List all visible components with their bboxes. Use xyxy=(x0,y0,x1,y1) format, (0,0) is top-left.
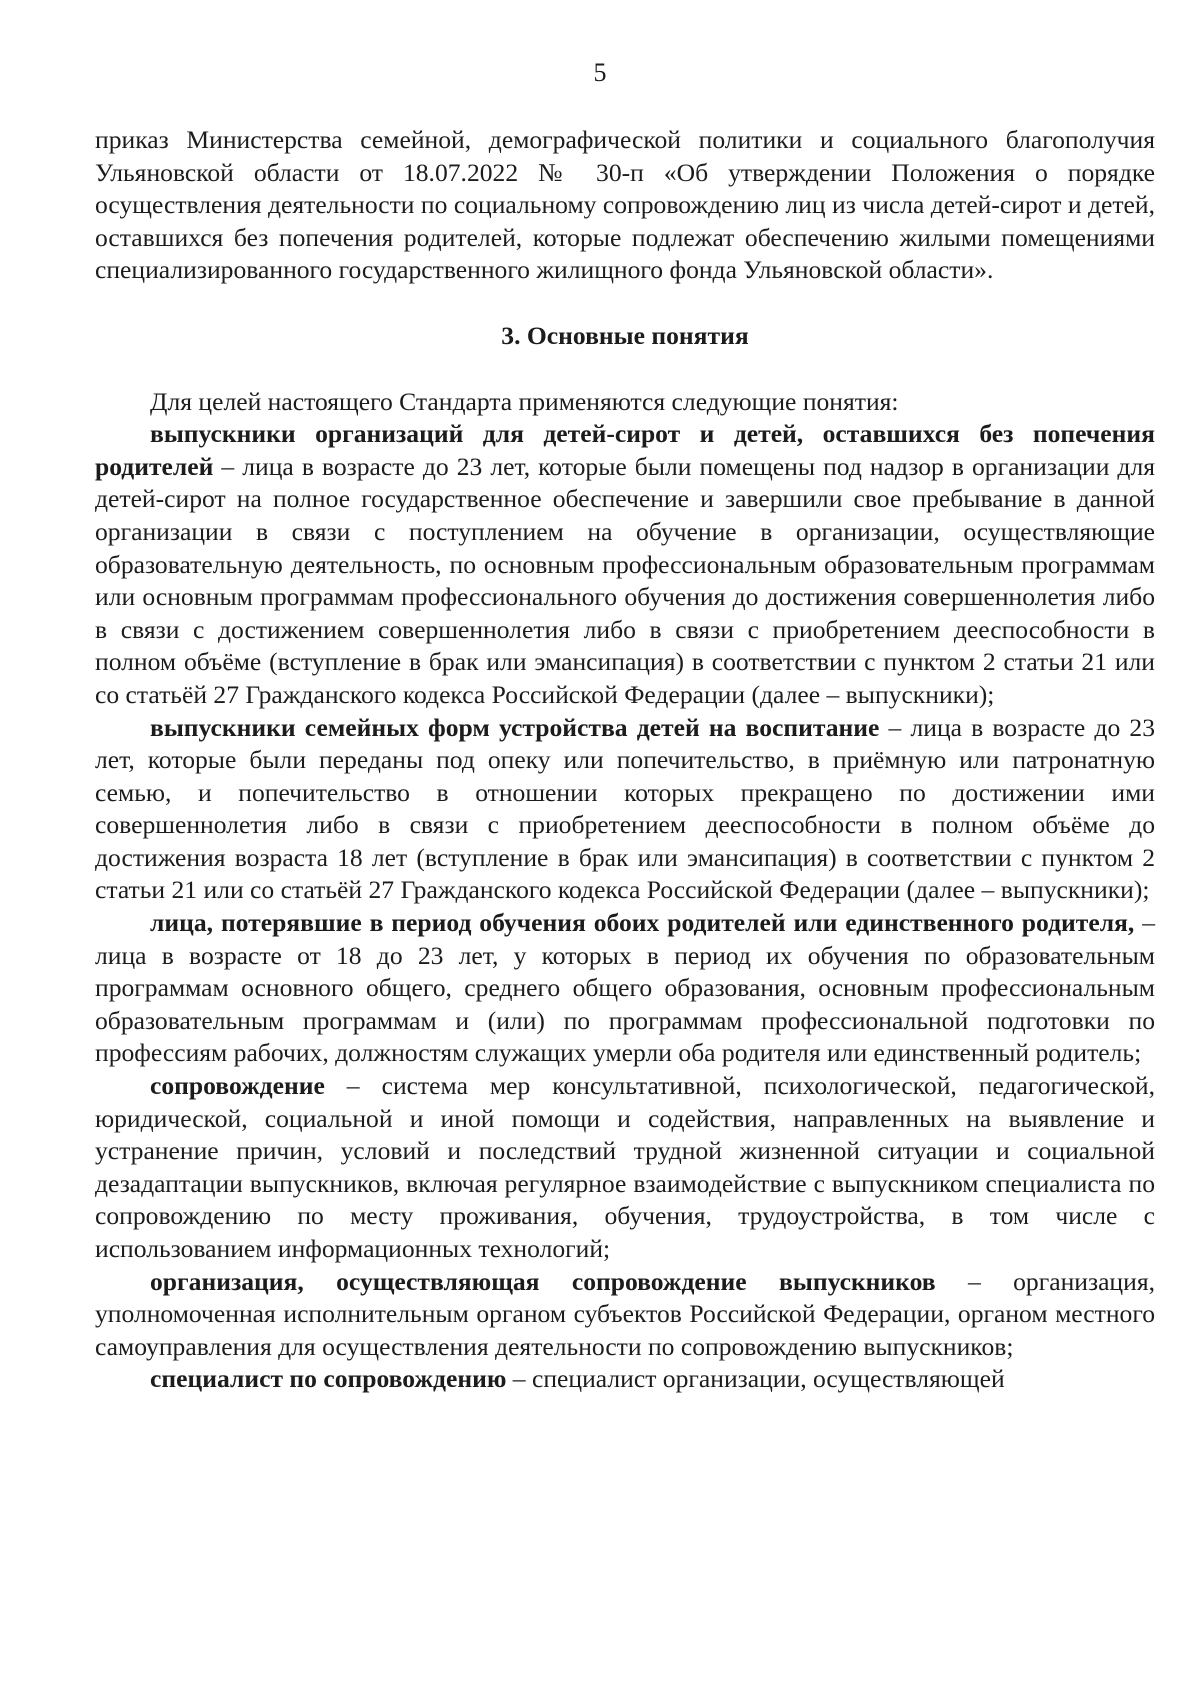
definition-term: выпускники семейных форм устройства детей на воспитание xyxy=(150,712,880,742)
definition-text: – лица в возрасте до 23 лет, которые были переданы под опеку или попечительство, в приёмную или патронатную семью, и попечительство в отношении которых прекращено по достижении ими совершеннолетия либо в связи с приобретением дееспособности в полном объёме до достижения возраста 18 лет (вступление в брак или эмансипация) в соответствии с пунктом 2 статьи 21 или со статьёй 27 Гражданского кодекса Российской Федерации (далее – выпускники); xyxy=(95,712,1155,905)
definition-paragraph xyxy=(95,1266,1155,1364)
definition-paragraph xyxy=(95,1363,1155,1396)
definition-text: – организация, уполномоченная исполнительным органом субъектов Российской Федерации, органом местного самоуправления для осуществления деятельности по сопровождению выпускников; xyxy=(95,1266,1155,1361)
definition-text: – лица в возрасте до 23 лет, которые были помещены под надзор в организации для детей-сирот на полное государственное обеспечение и завершили свое пребывание в данной организации в связи с поступлением на обучение в организации, осуществляющие образовательную деятельность, по основным профессиональным образовательным программам или основным программам профессионального обучения до достижения совершеннолетия либо в связи с достижением совершеннолетия либо в связи с приобретением дееспособности в полном объёме (вступление в брак или эмансипация) в соответствии с пунктом 2 статьи 21 или со статьёй 27 Гражданского кодекса Российской Федерации (далее – выпускники); xyxy=(95,451,1155,709)
definition-paragraph xyxy=(95,418,1155,711)
definition-term: специалист по сопровождению xyxy=(150,1364,507,1394)
section-lead: Для целей настоящего Стандарта применяются следующие понятия: xyxy=(150,386,899,416)
definition-term: лица, потерявшие в период обучения обоих родителей или единственного родителя, xyxy=(150,908,1135,938)
definition-paragraph xyxy=(95,712,1155,908)
definition-paragraph xyxy=(95,1070,1155,1266)
intro-paragraph: приказ Министерства семейной, демографической политики и социального благополучия Ульяновской области от 18.07.2022 № 30-п «Об утверждении Положения о порядке осуществления деятельности по социальному сопровождению лиц из числа детей-сирот и детей, оставшихся без попечения родителей, которые подлежат обеспечению жилыми помещениями специализированного государственного жилищного фонда Ульяновской области». xyxy=(95,125,1155,285)
definition-text: – специалист организации, осуществляющей xyxy=(506,1364,1005,1394)
definition-text: – лица в возрасте от 18 до 23 лет, у которых в период их обучения по образовательным программам основного общего, среднего общего образования, основным профессиональным образовательным программам и (или) по программам профессиональной подготовки по профессиям рабочих, должностям служащих умерли оба родителя или единственный родитель; xyxy=(95,908,1155,1068)
page-number: 5 xyxy=(593,58,607,87)
definition-term: выпускники организаций для детей-сирот и детей, оставшихся без попечения родителей xyxy=(95,419,1155,481)
definition-text: – система мер консультативной, психологической, педагогической, юридической, социальной и иной помощи и содействия, направленных на выявление и устранение причин, условий и последствий трудной жизненной ситуации и социальной дезадаптации выпускников, включая регулярное взаимодействие с выпускником специалиста по сопровождению по месту проживания, обучения, трудоустройства, в том числе с использованием информационных технологий; xyxy=(95,1071,1155,1263)
definition-term: сопровождение xyxy=(150,1071,325,1101)
definition-term: организация, осуществляющая сопровождение выпускников xyxy=(150,1266,936,1296)
definition-paragraph xyxy=(95,907,1155,1070)
document-body xyxy=(95,124,1155,1396)
section-heading: 3. Основные понятия xyxy=(501,320,749,350)
